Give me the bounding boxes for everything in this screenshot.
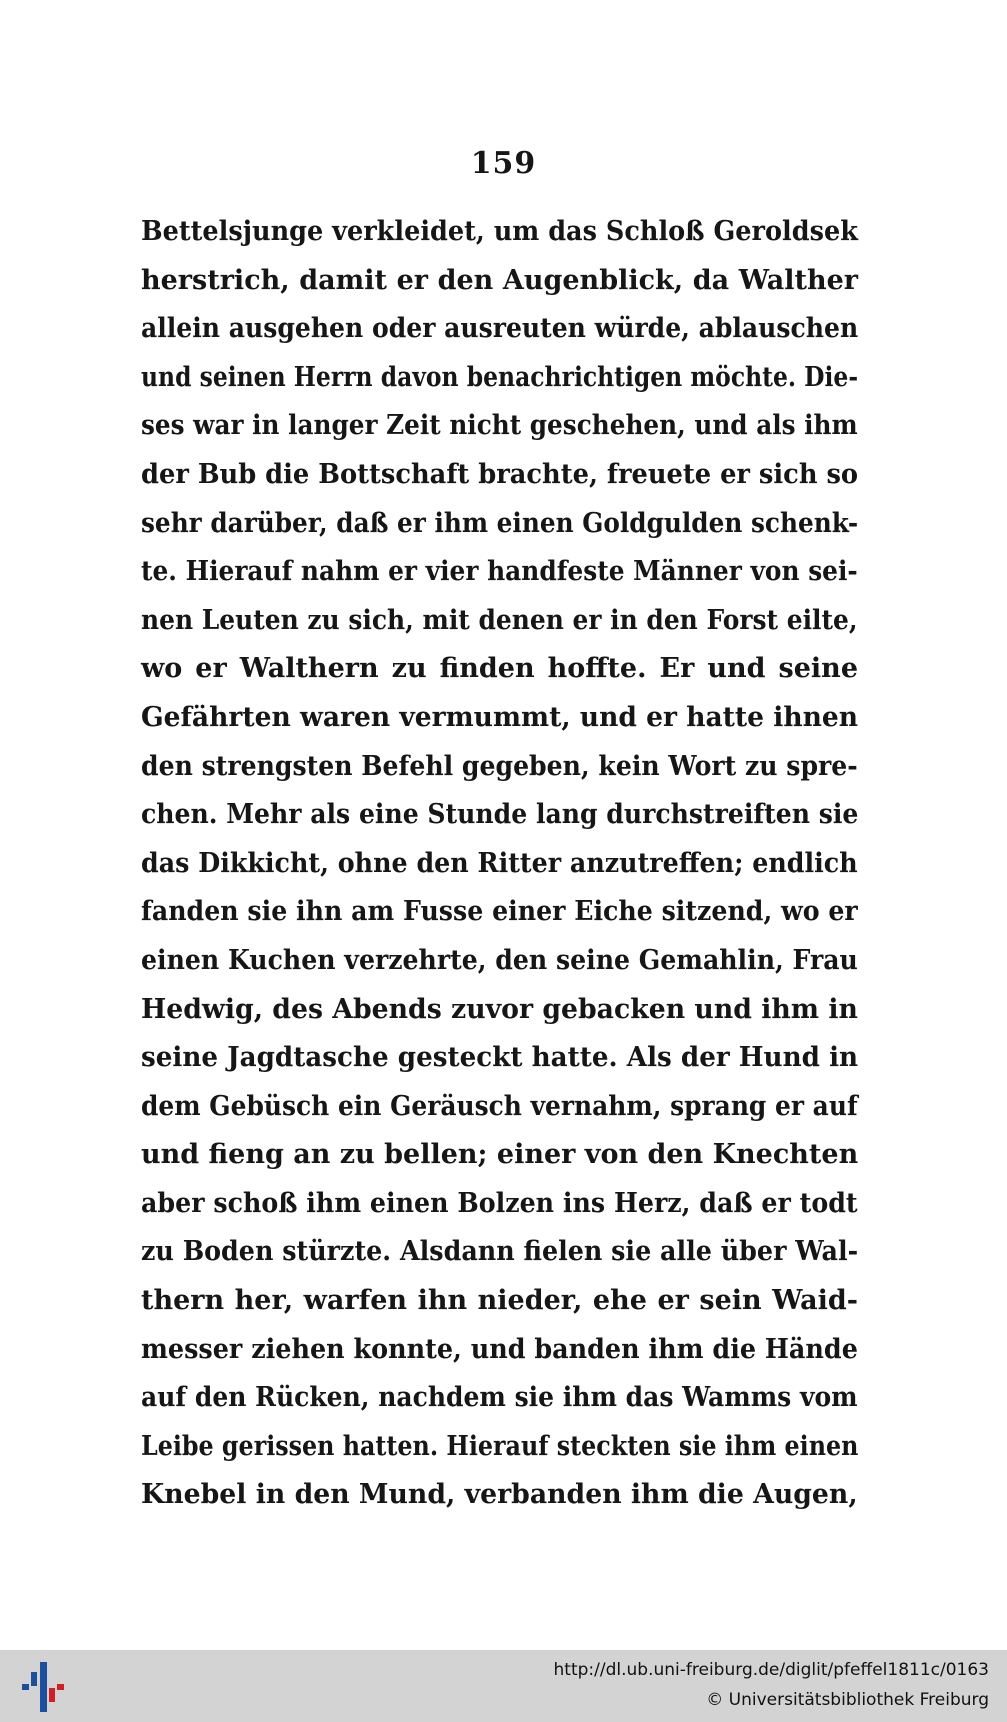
text-line: Knebel in den Mund, verbanden ihm die Augen, — [141, 1479, 858, 1511]
text-line: te. Hierauf nahm er vier handfeste Männer von sei- — [141, 556, 858, 588]
page-number: 159 — [470, 146, 537, 181]
text-line: herstrich, damit er den Augenblick, da Walther — [141, 264, 858, 296]
text-line: dem Gebüsch ein Geräusch vernahm, sprang er auf — [141, 1090, 858, 1122]
text-line: chen. Mehr als eine Stunde lang durchstreiften sie — [141, 799, 859, 831]
text-line: zu Boden stürzte. Alsdann fielen sie alle über Wal- — [141, 1236, 859, 1268]
text-line: und seinen Herrn davon benachrichtigen möchte. Die- — [141, 361, 859, 393]
text-line: und fieng an zu bellen; einer von den Knechten — [141, 1139, 859, 1171]
text-line: sehr darüber, daß er ihm einen Goldgulden schenk- — [141, 507, 859, 539]
text-line: das Dikkicht, ohne den Ritter anzutreffen; endlich — [141, 847, 858, 879]
text-line: messer ziehen konnte, und banden ihm die Hände — [141, 1333, 858, 1365]
text-line: seine Jagdtasche gesteckt hatte. Als der Hund in — [141, 1042, 859, 1074]
footer-bar — [0, 1650, 1007, 1722]
source-url[interactable]: http://dl.ub.uni-freiburg.de/diglit/pfeffel1811c/0163 — [553, 1660, 989, 1680]
text-line: thern her, warfen ihn nieder, ehe er sein Waid- — [141, 1285, 858, 1317]
text-line: fanden sie ihn am Fusse einer Eiche sitzend, wo er — [141, 896, 858, 928]
text-line: Gefährten waren vermummt, und er hatte ihnen — [141, 701, 859, 733]
text-line: Bettelsjunge verkleidet, um das Schloß Geroldsek — [141, 216, 858, 247]
text-line: wo er Walthern zu finden hoffte. Er und seine — [141, 653, 858, 685]
copyright-notice: © Universitätsbibliothek Freiburg — [706, 1690, 989, 1710]
text-line: auf den Rücken, nachdem sie ihm das Wamms vom — [141, 1382, 858, 1414]
text-line: den strengsten Befehl gegeben, kein Wort zu spre- — [141, 750, 858, 782]
ub-freiburg-logo-icon — [12, 1660, 66, 1714]
text-line: Leibe gerissen hatten. Hierauf steckten sie ihm einen — [141, 1430, 859, 1462]
text-line: einen Kuchen verzehrte, den seine Gemahlin, Frau — [141, 944, 858, 976]
text-line: aber schoß ihm einen Bolzen ins Herz, daß er todt — [141, 1187, 858, 1219]
body-text — [141, 208, 858, 1520]
text-line: Hedwig, des Abends zuvor gebacken und ihm in — [141, 993, 858, 1025]
text-line: nen Leuten zu sich, mit denen er in den Forst eilte, — [141, 604, 858, 636]
text-line: allein ausgehen oder ausreuten würde, ablauschen — [141, 313, 859, 345]
text-line: ses war in langer Zeit nicht geschehen, und als ihm — [141, 410, 858, 442]
text-line: der Bub die Bottschaft brachte, freuete er sich so — [141, 458, 859, 490]
